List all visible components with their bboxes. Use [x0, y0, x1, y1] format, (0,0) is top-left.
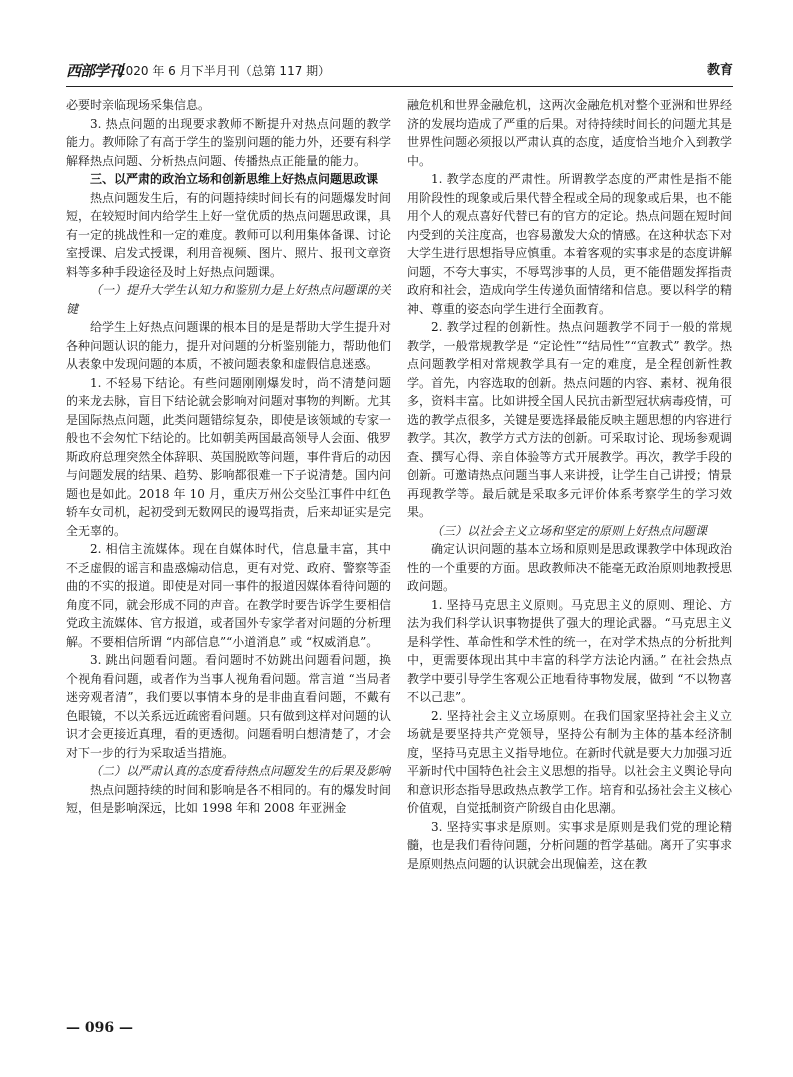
- paragraph-continued: 必要时亲临现场采集信息。: [66, 98, 211, 112]
- paragraph: 2. 教学过程的创新性。热点问题教学不同于一般的常规教学，一般常规教学是 “定论性”“结局性”“宣教式” 教学。热点问题教学相对常规教学具有一定的难度，是全程创新性教学。首先，内容选取的创新。热点问题的内容、素材、视角很多，资料丰富。比如讲授全国人民抗击新型冠状病毒疫情，可选的教学点很多，关键是要选择最能反映主题思想的内容进行教学。其次，教学方式方法的创新。可采取讨论、现场参观调查、撰写心得、亲自体验等方式开展教学。再次，教学手段的创新。可邀请热点问题当事人来讲授，让学生自己讲授；情景再现教学等。最后就是采取多元评价体系考察学生的学习效果。: [407, 320, 732, 519]
- paragraph: 3. 热点问题的出现要求教师不断提升对热点问题的教学能力。教师除了有高于学生的鉴别问题的能力外，还要有科学解释热点问题、分析热点问题、传播热点正能量的能力。: [66, 116, 391, 168]
- journal-masthead-logo: 西部学刊: [66, 62, 123, 80]
- paragraph: 热点问题持续的时间和影响是各不相同的。有的爆发时间短，但是影响深远，比如 1998 年和 2008 年亚洲金: [66, 782, 391, 815]
- paragraph: 热点问题发生后，有的问题持续时间长有的问题爆发时间短，在较短时间内给学生上好一堂优质的热点问题思政课，具有一定的挑战性和一定的难度。教师可以利用集体备课、讨论室授课、启发式授课，利用音视频、图片、照片、报刊文章资料等多种手段途径及时上好热点问题课。: [66, 190, 391, 279]
- paragraph: 2. 坚持社会主义立场原则。在我们国家坚持社会主义立场就是要坚持共产党领导，坚持公有制为主体的基本经济制度，坚持马克思主义指导地位。在新时代就是要大力加强习近平新时代中国特色社会主义思想的指导。以社会主义舆论导向和意识形态指导思政热点教学工作。培育和弘扬社会主义核心价值观，自觉抵制资产阶级自由化思潮。: [407, 708, 732, 815]
- paragraph: 1. 坚持马克思主义原则。马克思主义的原则、理论、方法为我们科学认识事物提供了强大的理论武器。“马克思主义是科学性、革命性和学术性的统一，在对学术热点的分析批判中，更需要体现出其中丰富的科学方法论内涵。” 在社会热点教学中要引导学生客观公正地看待事物发展，做到 “不以物喜不以己悲”。: [407, 597, 732, 704]
- page-number: — 096 —: [66, 1020, 133, 1036]
- header-rule: [66, 86, 733, 87]
- paragraph: 给学生上好热点问题课的根本目的是是帮助大学生提升对各种问题认识的能力，提升对问题的分析鉴别能力，帮助他们从表象中发现问题的本质，不被问题表象和虚假信息迷惑。: [66, 320, 391, 371]
- subsection-heading: （一）提升大学生认知力和鉴别力是上好热点问题课的关键: [66, 283, 391, 316]
- right-column: [407, 96, 732, 1001]
- paragraph: 2. 相信主流媒体。现在自媒体时代，信息量丰富，其中不乏虚假的谣言和蛊惑煽动信息，更有对党、政府、警察等歪曲的不实的报道。即使是对同一事件的报道因媒体看待问题的角度不同，就会形成不同的声音。在教学时要告诉学生要相信党政主流媒体、官方报道，或者国外专家学者对问题的分析理解。不要相信所谓 “内部信息”“小道消息” 或 “权威消息”。: [66, 542, 391, 649]
- left-column: [66, 96, 391, 1001]
- paragraph: 3. 跳出问题看问题。看问题时不妨跳出问题看问题，换个视角看问题，或者作为当事人视角看问题。常言道 “当局者迷旁观者清”，我们要以事情本身的是非曲直看问题，不戴有色眼镜，不以关系远近疏密看问题。只有做到这样对问题的认识才会更接近真理，看的更透彻。问题看明白想清楚了，才会对下一步的行为采取适当措施。: [66, 653, 391, 760]
- page-header: [66, 62, 733, 88]
- subsection-heading: （三）以社会主义立场和坚定的原则上好热点问题课: [431, 523, 708, 538]
- paragraph: 确定认识问题的基本立场和原则是思政课教学中体现政治性的一个重要的方面。思政教师决不能毫无政治原则地教授思政问题。: [407, 542, 732, 593]
- paragraph: 3. 坚持实事求是原则。实事求是原则是我们党的理论精髓，也是我们看待问题，分析问题的哲学基础。离开了实事求是原则热点问题的认识就会出现偏差，这在教: [407, 819, 732, 871]
- issue-info: 2020 年 6 月下半月刊（总第 117 期）: [118, 64, 331, 78]
- paragraph: 1. 教学态度的严肃性。所谓教学态度的严肃性是指不能用阶段性的现象或后果代替全程或全局的现象或后果，也不能用个人的观点喜好代替已有的官方的定论。热点问题在短时间内受到的关注度高，也容易激发大众的情感。在这种状态下对大学生进行思想指导应慎重。本着客观的实事求是的态度讲解问题，不夸大事实，不辱骂涉事的人员，更不能借题发挥指责政府和社会，造成向学生传递负面情绪和信息。要以科学的精神、尊重的姿态向学生进行全面教育。: [407, 172, 732, 316]
- paragraph: 1. 不轻易下结论。有些问题刚刚爆发时，尚不清楚问题的来龙去脉，盲目下结论就会影响对问题对事物的判断。尤其是国际热点问题，此类问题错综复杂，即使是该领域的专家一般也不会匆忙下结论的。比如朝美两国最高领导人会面、俄罗斯政府总理突然全体辞职、英国脱欧等问题，事件背后的动因与问题发展的结果、趋势、影响都很难一下子说清楚。国内问题也是如此。2018 年 10 月，重庆万州公交坠江事件中红色轿车女司机，起初受到无数网民的谩骂指责，后来却证实是完全无辜的。: [66, 375, 391, 538]
- paragraph-continued: 融危机和世界金融危机，这两次金融危机对整个亚洲和世界经济的发展均造成了严重的后果。对待持续时间长的问题尤其是世界性问题必须报以严肃认真的态度，适度恰当地介入到教学中。: [407, 98, 732, 168]
- section-label: 教育: [706, 63, 733, 78]
- subsection-heading: （二）以严肃认真的态度看待热点问题发生的后果及影响: [90, 764, 391, 778]
- section-heading: 三、以严肃的政治立场和创新思维上好热点问题思政课: [90, 172, 379, 186]
